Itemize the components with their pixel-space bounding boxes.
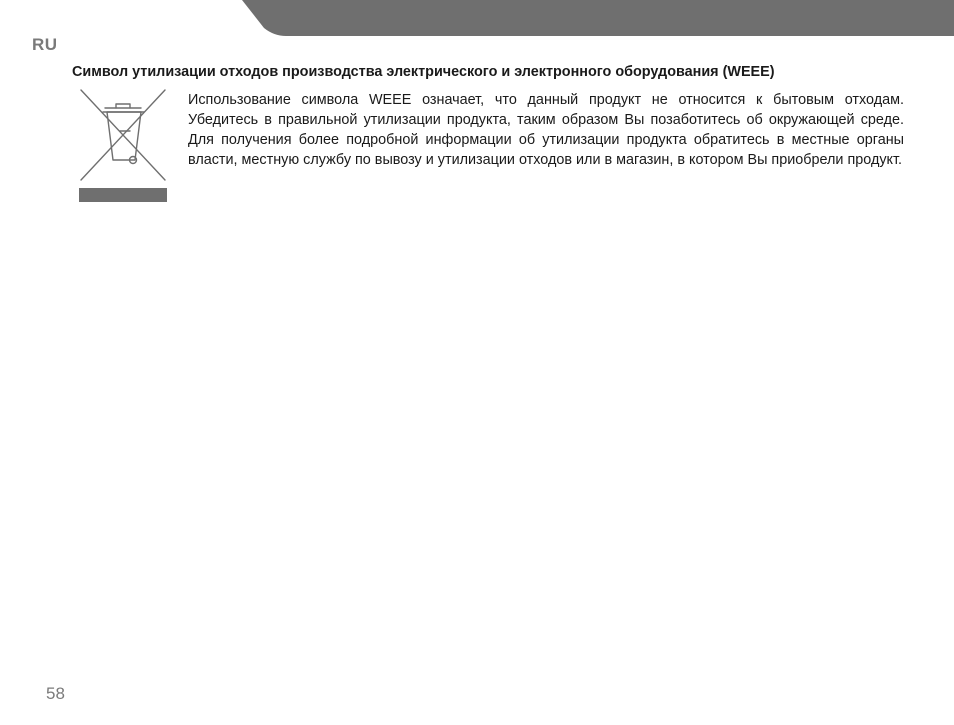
page-number: 58 (46, 684, 65, 703)
language-code: RU (32, 35, 58, 54)
section-title: Символ утилизации отходов производства электрического и электронного оборудования (WEEE) (72, 64, 775, 80)
header-tab-decoration (0, 0, 954, 36)
weee-description: Использование символа WEEE означает, что данный продукт не относится к бытовым отходам. Убедитесь в правильной утилизации продукта, таким образом Вы позаботитесь об окружающей среде. Для получения более подробной информации об утилизации продукта обратитесь в местные органы власти, местную службу по вывозу и утилизации отходов или в магазин, в котором Вы приобрели продукт. (188, 92, 904, 168)
crossed-out-wheelie-bin-icon (78, 86, 168, 206)
